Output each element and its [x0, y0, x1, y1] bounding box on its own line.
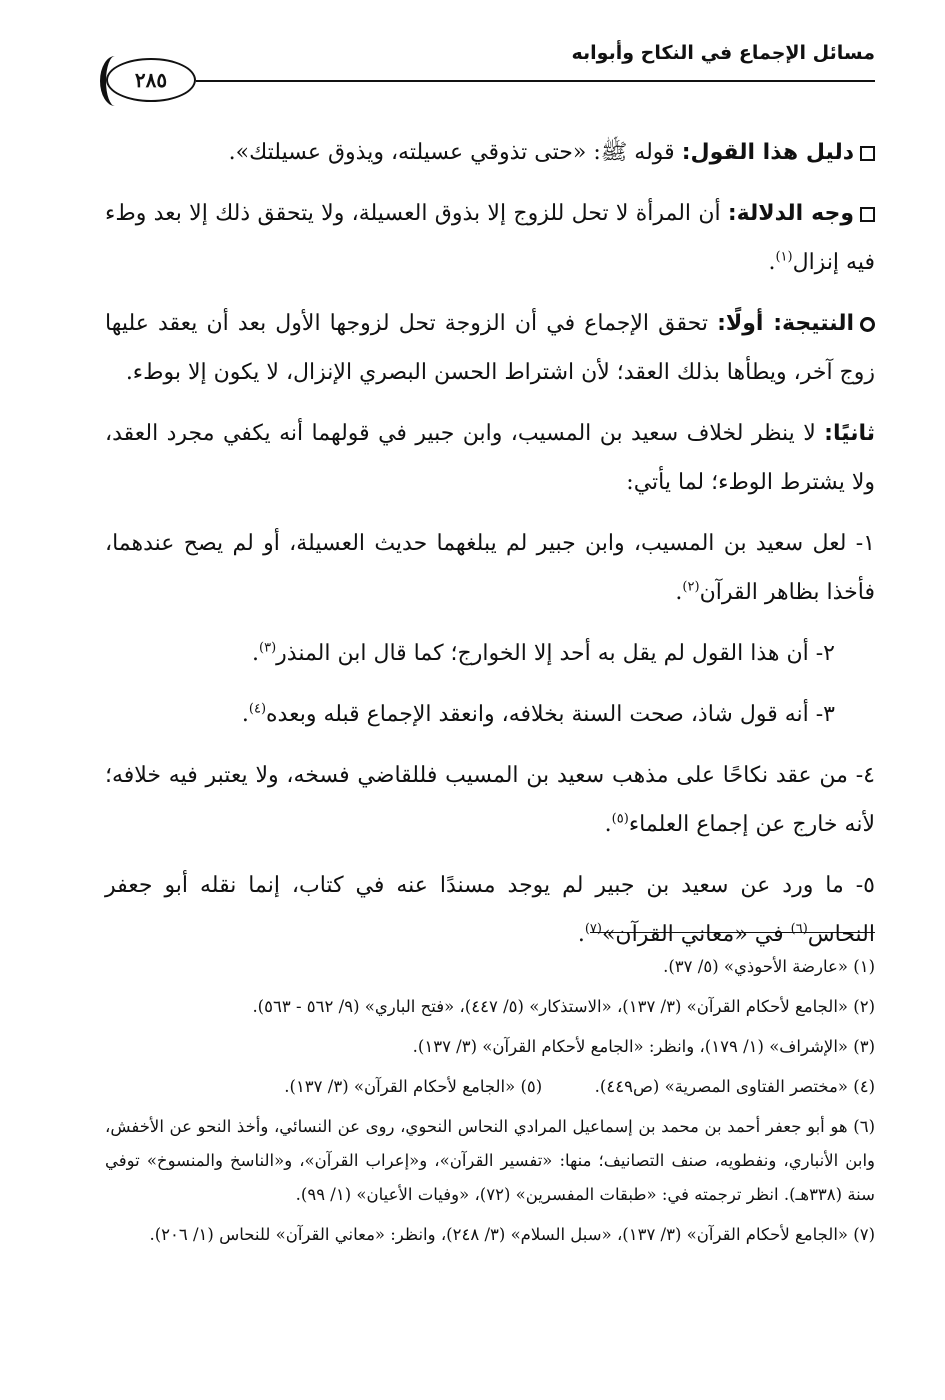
footnote-1: (١) «عارضة الأحوذي» (٥/ ٣٧). — [663, 957, 875, 976]
running-title: مسائل الإجماع في النكاح وأبوابه — [571, 42, 875, 64]
footnote-7: (٧) «الجامع لأحكام القرآن» (٣/ ١٣٧)، «سبل السلام» (٣/ ٢٤٨)، وانظر: «معاني القرآن» للنحاس (١/ ٢٠٦). — [149, 1225, 875, 1244]
paragraph-label: النتيجة: أولًا: — [717, 311, 854, 336]
paragraph-text: لا ينظر لخلاف سعيد بن المسيب، وابن جبير في قولهما أنه يكفي مجرد العقد، ولا يشترط الوطء؛ لما يأتي: — [105, 421, 875, 495]
punctuation: . — [241, 702, 249, 727]
footnote-6: (٦) هو أبو جعفر أحمد بن محمد بن إسماعيل المرادي النحاس النحوي، روى عن النسائي، وأخذ النحو عن الأخفش، وابن الأنباري، ونفطويه، صنف التصانيف؛ منها: «تفسير القرآن»، و«إعراب القرآن»، و«الناسخ والمنسوخ» توفي سنة (٣٣٨هـ). انظر ترجمته في: «طبقات المفسرين» (٧٢)، «وفيات الأعيان» (١/ ٩٩). — [105, 1117, 875, 1204]
list-item-5 — [105, 861, 875, 959]
footnote-ref[interactable]: (١) — [775, 249, 793, 265]
punctuation: . — [577, 922, 585, 947]
paragraph-result-second — [105, 409, 875, 507]
footnote-ref[interactable]: (٤) — [248, 701, 267, 717]
list-item-text: ٥- ما ورد عن سعيد بن جبير لم يوجد مسندًا عنه في كتاب، إنما نقله أبو جعفر النحاس — [105, 873, 875, 947]
list-item-text: ١- لعل سعيد بن المسيب، وابن جبير لم يبلغهما حديث العسيلة، أو لم يصح عندهما، فأخذا بظاهر القرآن — [105, 531, 875, 605]
paragraph-text: تحقق الإجماع في أن الزوجة تحل لزوجها الأول بعد أن يعقد عليها زوج آخر، ويطأها بذلك العقد؛ لأن اشتراط الحسن البصري الإنزال، لا يكون إلا بوطء. — [105, 311, 875, 385]
footnotes — [105, 950, 875, 1258]
paragraph-label: ثانيًا: — [824, 421, 875, 446]
list-item-text: ٤- من عقد نكاحًا على مذهب سعيد بن المسيب فللقاضي فسخه، ولا يعتبر فيه خلافه؛ لأنه خارج عن إجماع العلماء — [105, 763, 875, 837]
footnote-ref[interactable]: (٧) — [584, 921, 602, 937]
list-item-text: في «معاني القرآن» — [601, 922, 791, 947]
list-item-3 — [105, 690, 875, 739]
punctuation: . — [675, 580, 683, 605]
circle-bullet-icon — [860, 317, 875, 332]
footnote-ref[interactable]: (٢) — [682, 579, 700, 595]
main-text — [105, 128, 875, 971]
list-item-1 — [105, 519, 875, 617]
paragraph-text: قوله ﷺ: «حتى تذوقي عسيلته، ويذوق عسيلتك». — [228, 140, 682, 165]
paragraph-indication — [105, 189, 875, 287]
paragraph-evidence — [105, 128, 875, 177]
list-item-2 — [105, 629, 875, 678]
paragraph-text: أن المرأة لا تحل للزوج إلا بذوق العسيلة، ولا يتحقق ذلك إلا بعد وطء فيه إنزال — [105, 201, 875, 275]
square-bullet-icon — [860, 146, 875, 161]
punctuation: . — [768, 250, 776, 275]
footnote-4-5: (٤) «مختصر الفتاوى المصرية» (ص٤٤٩). (٥) «الجامع لأحكام القرآن» (٣/ ١٣٧). — [284, 1077, 875, 1096]
list-item-text: ٣- أنه قول شاذ، صحت السنة بخلافه، وانعقد الإجماع قبله وبعده — [266, 702, 835, 727]
header-rule — [196, 80, 875, 82]
footnote-separator — [590, 932, 875, 933]
footnote-3: (٣) «الإشراف» (١/ ١٧٩)، وانظر: «الجامع لأحكام القرآن» (٣/ ١٣٧). — [412, 1037, 875, 1056]
footnote-ref[interactable]: (٥) — [611, 811, 629, 827]
paragraph-label: وجه الدلالة: — [727, 201, 854, 226]
list-item-text: ٢- أن هذا القول لم يقل به أحد إلا الخوارج؛ كما قال ابن المنذر — [276, 641, 835, 666]
list-item-4 — [105, 751, 875, 849]
square-bullet-icon — [860, 207, 875, 222]
footnote-2: (٢) «الجامع لأحكام القرآن» (٣/ ١٣٧)، «الاستذكار» (٥/ ٤٤٧)، «فتح الباري» (٩/ ٥٦٢ - ٥٦٣). — [252, 997, 875, 1016]
punctuation: . — [252, 641, 260, 666]
paragraph-label: دليل هذا القول: — [681, 140, 854, 165]
page-number: ٢٨٥ — [106, 58, 196, 102]
footnote-ref[interactable]: (٣) — [259, 640, 277, 656]
paragraph-result-first — [105, 299, 875, 397]
punctuation: . — [604, 812, 612, 837]
footnote-ref[interactable]: (٦) — [790, 921, 808, 937]
